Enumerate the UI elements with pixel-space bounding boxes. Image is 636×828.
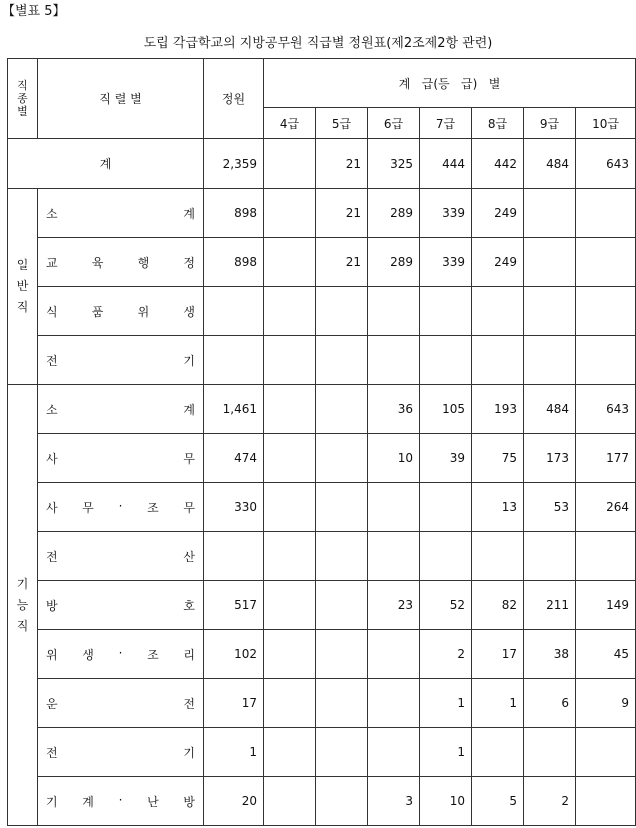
rank-char: 생 [183, 304, 195, 319]
grade-cell [576, 336, 636, 385]
grade-cell [576, 728, 636, 777]
rank-char: 행 [137, 255, 150, 270]
table-row [8, 238, 636, 287]
grade-cell: 105 [420, 385, 472, 434]
grade-cell: 6 [524, 679, 576, 728]
table-row [8, 630, 636, 679]
grade-cell [264, 189, 316, 238]
grade-cell: 10 [368, 434, 420, 483]
grade-cell [576, 532, 636, 581]
quota-cell [204, 532, 264, 581]
grade-cell [264, 532, 316, 581]
rank-cell [38, 189, 204, 238]
quota-cell: 17 [204, 679, 264, 728]
grade-cell [472, 728, 524, 777]
grade-cell: 23 [368, 581, 420, 630]
grade-cell: 339 [420, 238, 472, 287]
grade-cell [316, 287, 368, 336]
grade-cell [368, 287, 420, 336]
header-grade: 4급 [264, 108, 316, 139]
rank-char: 생 [82, 647, 94, 662]
rank-label [38, 597, 203, 614]
rank-char: 무 [183, 451, 195, 466]
rank-cell [38, 532, 204, 581]
rank-char: 계 [183, 402, 195, 417]
rank-char: 산 [183, 549, 195, 564]
grade-cell: 17 [472, 630, 524, 679]
grade-cell [368, 728, 420, 777]
grade-cell [420, 287, 472, 336]
grade-cell [524, 287, 576, 336]
grade-cell: 38 [524, 630, 576, 679]
category-label: 기능직 [16, 576, 29, 633]
table-row [8, 532, 636, 581]
rank-cell [38, 385, 204, 434]
rank-char: 호 [183, 598, 195, 613]
grade-cell: 484 [524, 385, 576, 434]
rank-cell [38, 287, 204, 336]
quota-cell: 898 [204, 238, 264, 287]
grade-cell: 249 [472, 238, 524, 287]
rank-cell [38, 483, 204, 532]
grade-cell: 339 [420, 189, 472, 238]
quota-cell: 474 [204, 434, 264, 483]
table-row [8, 728, 636, 777]
table-row [8, 385, 636, 434]
grade-cell: 289 [368, 189, 420, 238]
rank-char: 식 [46, 304, 58, 319]
rank-char: 소 [46, 206, 58, 221]
rank-label [38, 499, 203, 516]
rank-label [38, 744, 203, 761]
rank-char: 위 [137, 304, 150, 319]
header-grade-group: 계 급(등 급) 별 [264, 59, 636, 108]
grade-cell [524, 189, 576, 238]
category-label: 일반직 [16, 258, 29, 314]
grade-cell [524, 238, 576, 287]
grade-cell [264, 630, 316, 679]
rank-char: 조 [147, 500, 159, 515]
grade-cell [472, 287, 524, 336]
grade-cell: 173 [524, 434, 576, 483]
rank-char: 전 [183, 696, 195, 711]
grade-cell: 52 [420, 581, 472, 630]
rank-label [38, 254, 203, 271]
rank-char: · [118, 498, 123, 513]
grade-cell [316, 434, 368, 483]
grade-cell: 442 [472, 139, 524, 189]
rank-char: 무 [183, 500, 195, 515]
rank-char: 난 [147, 794, 159, 809]
grade-cell [316, 728, 368, 777]
rank-char: 무 [82, 500, 94, 515]
category-cell [8, 189, 38, 385]
grade-cell [576, 287, 636, 336]
header-grade: 6급 [368, 108, 420, 139]
grade-cell [368, 630, 420, 679]
table-row [8, 581, 636, 630]
rank-cell [38, 728, 204, 777]
rank-char: 교 [46, 255, 58, 270]
rank-char: 조 [147, 647, 159, 662]
appendix-label: 【별표 5】 [2, 4, 66, 19]
grade-cell [264, 385, 316, 434]
grade-cell: 53 [524, 483, 576, 532]
grade-cell: 484 [524, 139, 576, 189]
grade-cell [316, 581, 368, 630]
rank-label [38, 695, 203, 712]
rank-label [38, 548, 203, 565]
rank-char: · [118, 792, 123, 807]
quota-cell: 517 [204, 581, 264, 630]
grade-cell: 75 [472, 434, 524, 483]
rank-char: 소 [46, 402, 58, 417]
grade-cell [368, 532, 420, 581]
table-row [8, 287, 636, 336]
grade-cell [472, 336, 524, 385]
grade-cell [472, 532, 524, 581]
grade-cell: 13 [472, 483, 524, 532]
rank-label [38, 401, 203, 418]
grade-cell [316, 630, 368, 679]
grade-cell [316, 777, 368, 826]
grade-cell: 2 [420, 630, 472, 679]
grade-cell: 2 [524, 777, 576, 826]
rank-char: 육 [91, 255, 104, 270]
table-row [8, 336, 636, 385]
grade-cell: 193 [472, 385, 524, 434]
table-row [8, 777, 636, 826]
header-rank: 직 렬 별 [38, 59, 204, 139]
grade-cell [316, 483, 368, 532]
header-grade: 5급 [316, 108, 368, 139]
grade-cell [368, 679, 420, 728]
quota-cell: 2,359 [204, 139, 264, 189]
grade-cell: 10 [420, 777, 472, 826]
grade-cell [264, 238, 316, 287]
grade-cell [420, 336, 472, 385]
grade-cell [264, 679, 316, 728]
grade-cell: 325 [368, 139, 420, 189]
quota-cell [204, 336, 264, 385]
page-title: 도립 각급학교의 지방공무원 직급별 정원표(제2조제2항 관련) [143, 36, 493, 51]
grade-cell [316, 532, 368, 581]
rank-label [38, 450, 203, 467]
grade-cell: 444 [420, 139, 472, 189]
rank-cell [38, 434, 204, 483]
grade-cell: 21 [316, 189, 368, 238]
grade-cell: 289 [368, 238, 420, 287]
rank-char: 기 [183, 745, 195, 760]
grade-cell [576, 189, 636, 238]
grade-cell: 643 [576, 139, 636, 189]
rank-char: 방 [183, 794, 195, 809]
quota-cell: 1 [204, 728, 264, 777]
grade-cell: 149 [576, 581, 636, 630]
grade-cell [264, 581, 316, 630]
grade-cell: 177 [576, 434, 636, 483]
table-row [8, 434, 636, 483]
header-grade: 7급 [420, 108, 472, 139]
rank-label [38, 793, 203, 810]
rank-char: 리 [183, 647, 195, 662]
grade-cell [368, 336, 420, 385]
header-row [8, 59, 636, 108]
grade-cell [264, 434, 316, 483]
total-label: 계 [8, 139, 204, 189]
grade-cell [316, 336, 368, 385]
rank-cell [38, 238, 204, 287]
quota-cell: 102 [204, 630, 264, 679]
quota-cell: 898 [204, 189, 264, 238]
table-row [8, 189, 636, 238]
grade-cell [524, 728, 576, 777]
rank-cell [38, 777, 204, 826]
rank-char: 계 [82, 794, 94, 809]
rank-char: 사 [46, 500, 58, 515]
grade-cell [420, 532, 472, 581]
grade-cell: 9 [576, 679, 636, 728]
grade-cell: 45 [576, 630, 636, 679]
quota-cell: 330 [204, 483, 264, 532]
rank-char: 위 [46, 647, 58, 662]
rank-cell [38, 630, 204, 679]
rank-cell [38, 679, 204, 728]
quota-table [7, 58, 636, 826]
rank-char: 기 [183, 353, 195, 368]
grade-cell: 211 [524, 581, 576, 630]
grade-cell [368, 483, 420, 532]
grade-cell [264, 728, 316, 777]
grade-cell: 21 [316, 238, 368, 287]
rank-char: 전 [46, 353, 58, 368]
quota-cell: 20 [204, 777, 264, 826]
grade-cell [576, 777, 636, 826]
grade-cell [316, 385, 368, 434]
grade-cell [576, 238, 636, 287]
grade-cell [264, 287, 316, 336]
rank-label [38, 352, 203, 369]
header-quota: 정원 [204, 59, 264, 139]
rank-label [38, 205, 203, 222]
category-cell [8, 385, 38, 826]
grade-cell: 1 [420, 728, 472, 777]
header-grade: 10급 [576, 108, 636, 139]
table-row [8, 679, 636, 728]
grade-cell [264, 139, 316, 189]
rank-cell [38, 336, 204, 385]
quota-cell [204, 287, 264, 336]
grade-cell: 36 [368, 385, 420, 434]
grade-cell: 249 [472, 189, 524, 238]
grade-cell: 82 [472, 581, 524, 630]
grade-cell: 3 [368, 777, 420, 826]
rank-char: · [118, 645, 123, 660]
header-grade: 9급 [524, 108, 576, 139]
grade-cell [264, 483, 316, 532]
rank-label [38, 303, 203, 320]
rank-char: 전 [46, 549, 58, 564]
grade-cell [264, 336, 316, 385]
header-grade: 8급 [472, 108, 524, 139]
total-row [8, 139, 636, 189]
rank-char: 전 [46, 745, 58, 760]
grade-cell: 264 [576, 483, 636, 532]
grade-cell [524, 532, 576, 581]
rank-char: 사 [46, 451, 58, 466]
rank-char: 기 [46, 794, 58, 809]
grade-cell [316, 679, 368, 728]
grade-cell: 643 [576, 385, 636, 434]
grade-cell: 39 [420, 434, 472, 483]
rank-char: 운 [46, 696, 58, 711]
grade-cell: 1 [420, 679, 472, 728]
grade-cell: 21 [316, 139, 368, 189]
table-row [8, 483, 636, 532]
rank-char: 정 [183, 255, 195, 270]
rank-char: 품 [91, 304, 104, 319]
grade-cell [420, 483, 472, 532]
quota-cell: 1,461 [204, 385, 264, 434]
grade-cell: 1 [472, 679, 524, 728]
rank-cell [38, 581, 204, 630]
rank-label [38, 646, 203, 663]
grade-cell [524, 336, 576, 385]
header-category: 직종별 [8, 59, 38, 139]
rank-char: 계 [183, 206, 195, 221]
grade-cell [264, 777, 316, 826]
rank-char: 방 [46, 598, 58, 613]
grade-cell: 5 [472, 777, 524, 826]
